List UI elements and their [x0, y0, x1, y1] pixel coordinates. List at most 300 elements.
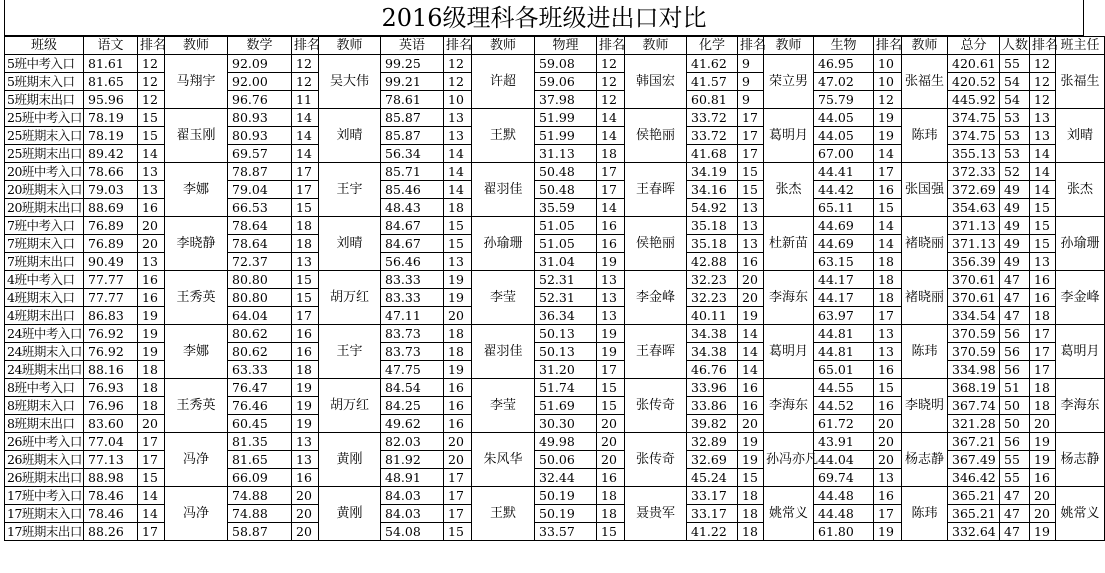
student-count-cell: 49 — [1000, 181, 1030, 199]
rank-cell: 14 — [138, 487, 165, 505]
rank-cell: 17 — [138, 523, 165, 541]
total-rank-cell: 16 — [1030, 271, 1056, 289]
score-cell: 48.43 — [381, 199, 444, 217]
rank-cell: 12 — [597, 73, 625, 91]
student-count-cell: 47 — [1000, 505, 1030, 523]
teacher-cell: 李晓明 — [902, 379, 948, 433]
rank-cell: 14 — [444, 163, 472, 181]
score-cell: 44.81 — [814, 343, 874, 361]
rank-cell: 15 — [292, 271, 319, 289]
score-cell: 74.88 — [228, 487, 292, 505]
rank-cell: 19 — [444, 361, 472, 379]
rank-cell: 15 — [874, 379, 902, 397]
teacher-cell: 李金峰 — [625, 271, 687, 325]
score-cell: 83.73 — [381, 343, 444, 361]
score-cell: 47.11 — [381, 307, 444, 325]
teacher-cell: 刘晴 — [319, 109, 381, 163]
score-cell: 50.13 — [535, 343, 597, 361]
teacher-cell: 翟羽佳 — [472, 325, 535, 379]
column-header: 教师 — [902, 37, 948, 55]
class-name-cell: 24班期末入口 — [5, 343, 84, 361]
teacher-cell: 李莹 — [472, 271, 535, 325]
student-count-cell: 56 — [1000, 343, 1030, 361]
score-cell: 84.67 — [381, 235, 444, 253]
score-cell: 44.69 — [814, 235, 874, 253]
rank-cell: 20 — [444, 433, 472, 451]
rank-cell: 12 — [874, 91, 902, 109]
total-rank-cell: 17 — [1030, 343, 1056, 361]
teacher-cell: 陈玮 — [902, 109, 948, 163]
teacher-cell: 李晓静 — [165, 217, 228, 271]
rank-cell: 13 — [874, 325, 902, 343]
rank-cell: 14 — [292, 109, 319, 127]
total-score-cell: 371.13 — [948, 235, 1000, 253]
rank-cell: 19 — [874, 127, 902, 145]
rank-cell: 16 — [738, 397, 764, 415]
rank-cell: 9 — [738, 91, 764, 109]
column-header: 排名 — [1030, 37, 1056, 55]
rank-cell: 12 — [138, 55, 165, 73]
rank-cell: 20 — [874, 433, 902, 451]
rank-cell: 13 — [292, 253, 319, 271]
total-score-cell: 365.21 — [948, 487, 1000, 505]
student-count-cell: 50 — [1000, 397, 1030, 415]
teacher-cell: 姚常义 — [764, 487, 814, 541]
score-cell: 60.45 — [228, 415, 292, 433]
rank-cell: 18 — [444, 199, 472, 217]
rank-cell: 19 — [138, 307, 165, 325]
score-cell: 46.76 — [687, 361, 738, 379]
score-cell: 51.69 — [535, 397, 597, 415]
score-cell: 78.46 — [84, 487, 138, 505]
rank-cell: 16 — [738, 379, 764, 397]
column-header: 排名 — [444, 37, 472, 55]
score-cell: 80.93 — [228, 109, 292, 127]
rank-cell: 18 — [292, 217, 319, 235]
score-cell: 69.57 — [228, 145, 292, 163]
rank-cell: 14 — [444, 145, 472, 163]
score-cell: 85.46 — [381, 181, 444, 199]
score-cell: 35.18 — [687, 217, 738, 235]
score-cell: 92.00 — [228, 73, 292, 91]
rank-cell: 14 — [738, 361, 764, 379]
teacher-cell: 翟玉刚 — [165, 109, 228, 163]
score-cell: 69.74 — [814, 469, 874, 487]
teacher-cell: 王秀英 — [165, 379, 228, 433]
score-cell: 31.04 — [535, 253, 597, 271]
rank-cell: 18 — [292, 235, 319, 253]
total-score-cell: 367.21 — [948, 433, 1000, 451]
rank-cell: 13 — [597, 271, 625, 289]
score-cell: 81.92 — [381, 451, 444, 469]
rank-cell: 13 — [444, 253, 472, 271]
total-score-cell: 372.69 — [948, 181, 1000, 199]
rank-cell: 14 — [738, 343, 764, 361]
rank-cell: 13 — [138, 181, 165, 199]
total-score-cell: 355.13 — [948, 145, 1000, 163]
rank-cell: 14 — [444, 181, 472, 199]
score-cell: 33.72 — [687, 109, 738, 127]
score-cell: 50.06 — [535, 451, 597, 469]
score-cell: 84.03 — [381, 487, 444, 505]
total-rank-cell: 14 — [1030, 163, 1056, 181]
score-cell: 44.52 — [814, 397, 874, 415]
head-teacher-cell: 孙瑜珊 — [1056, 217, 1105, 271]
score-cell: 33.86 — [687, 397, 738, 415]
rank-cell: 19 — [874, 523, 902, 541]
score-cell: 50.48 — [535, 163, 597, 181]
comparison-table — [4, 36, 1105, 541]
score-cell: 44.55 — [814, 379, 874, 397]
column-header: 教师 — [165, 37, 228, 55]
total-score-cell: 370.61 — [948, 289, 1000, 307]
rank-cell: 20 — [597, 433, 625, 451]
column-header: 生物 — [814, 37, 874, 55]
student-count-cell: 55 — [1000, 55, 1030, 73]
score-cell: 45.24 — [687, 469, 738, 487]
score-cell: 81.35 — [228, 433, 292, 451]
score-cell: 66.53 — [228, 199, 292, 217]
rank-cell: 18 — [138, 379, 165, 397]
score-cell: 41.22 — [687, 523, 738, 541]
total-rank-cell: 19 — [1030, 451, 1056, 469]
score-cell: 65.11 — [814, 199, 874, 217]
teacher-cell: 张福生 — [902, 55, 948, 109]
rank-cell: 15 — [444, 235, 472, 253]
spreadsheet — [4, 0, 1100, 541]
student-count-cell: 55 — [1000, 469, 1030, 487]
table-row — [5, 55, 1105, 73]
student-count-cell: 49 — [1000, 217, 1030, 235]
table-row — [5, 487, 1105, 505]
class-name-cell: 7班中考入口 — [5, 217, 84, 235]
table-row — [5, 217, 1105, 235]
rank-cell: 12 — [444, 73, 472, 91]
score-cell: 51.99 — [535, 127, 597, 145]
score-cell: 79.03 — [84, 181, 138, 199]
rank-cell: 19 — [738, 307, 764, 325]
score-cell: 32.23 — [687, 289, 738, 307]
total-score-cell: 354.63 — [948, 199, 1000, 217]
teacher-cell: 杨志静 — [902, 433, 948, 487]
student-count-cell: 56 — [1000, 433, 1030, 451]
score-cell: 49.62 — [381, 415, 444, 433]
score-cell: 51.05 — [535, 235, 597, 253]
score-cell: 85.87 — [381, 127, 444, 145]
score-cell: 44.04 — [814, 451, 874, 469]
student-count-cell: 47 — [1000, 271, 1030, 289]
score-cell: 83.73 — [381, 325, 444, 343]
rank-cell: 19 — [597, 343, 625, 361]
rank-cell: 20 — [138, 415, 165, 433]
rank-cell: 16 — [597, 235, 625, 253]
score-cell: 51.05 — [535, 217, 597, 235]
teacher-cell: 褚晓丽 — [902, 271, 948, 325]
teacher-cell: 李娜 — [165, 325, 228, 379]
rank-cell: 16 — [874, 487, 902, 505]
score-cell: 92.09 — [228, 55, 292, 73]
rank-cell: 14 — [292, 127, 319, 145]
score-cell: 42.88 — [687, 253, 738, 271]
rank-cell: 17 — [738, 109, 764, 127]
class-name-cell: 5班中考入口 — [5, 55, 84, 73]
score-cell: 39.82 — [687, 415, 738, 433]
rank-cell: 15 — [444, 523, 472, 541]
score-cell: 84.03 — [381, 505, 444, 523]
rank-cell: 13 — [738, 217, 764, 235]
rank-cell: 13 — [444, 109, 472, 127]
score-cell: 44.81 — [814, 325, 874, 343]
total-rank-cell: 17 — [1030, 325, 1056, 343]
column-header: 排名 — [138, 37, 165, 55]
total-score-cell: 371.13 — [948, 217, 1000, 235]
rank-cell: 14 — [874, 145, 902, 163]
head-teacher-cell: 杨志静 — [1056, 433, 1105, 487]
rank-cell: 14 — [292, 145, 319, 163]
score-cell: 60.81 — [687, 91, 738, 109]
class-name-cell: 20班中考入口 — [5, 163, 84, 181]
rank-cell: 14 — [138, 505, 165, 523]
rank-cell: 20 — [292, 505, 319, 523]
rank-cell: 12 — [444, 55, 472, 73]
rank-cell: 12 — [597, 91, 625, 109]
teacher-cell: 吴大伟 — [319, 55, 381, 109]
teacher-cell: 荣立男 — [764, 55, 814, 109]
rank-cell: 13 — [874, 469, 902, 487]
head-teacher-cell: 李金峰 — [1056, 271, 1105, 325]
rank-cell: 12 — [138, 91, 165, 109]
rank-cell: 11 — [292, 91, 319, 109]
score-cell: 58.87 — [228, 523, 292, 541]
score-cell: 88.16 — [84, 361, 138, 379]
score-cell: 99.25 — [381, 55, 444, 73]
teacher-cell: 李海东 — [764, 271, 814, 325]
teacher-cell: 马翔宇 — [165, 55, 228, 109]
score-cell: 51.74 — [535, 379, 597, 397]
class-name-cell: 4班期末入口 — [5, 289, 84, 307]
rank-cell: 12 — [292, 55, 319, 73]
rank-cell: 19 — [444, 271, 472, 289]
score-cell: 81.65 — [228, 451, 292, 469]
score-cell: 56.34 — [381, 145, 444, 163]
score-cell: 77.04 — [84, 433, 138, 451]
score-cell: 83.33 — [381, 271, 444, 289]
table-row — [5, 163, 1105, 181]
rank-cell: 14 — [874, 235, 902, 253]
head-teacher-cell: 葛明月 — [1056, 325, 1105, 379]
teacher-cell: 王宇 — [319, 163, 381, 217]
score-cell: 33.57 — [535, 523, 597, 541]
teacher-cell: 葛明月 — [764, 325, 814, 379]
rank-cell: 17 — [292, 307, 319, 325]
student-count-cell: 56 — [1000, 325, 1030, 343]
rank-cell: 17 — [738, 145, 764, 163]
score-cell: 63.97 — [814, 307, 874, 325]
rank-cell: 12 — [597, 55, 625, 73]
score-cell: 33.17 — [687, 505, 738, 523]
student-count-cell: 53 — [1000, 127, 1030, 145]
rank-cell: 16 — [138, 289, 165, 307]
column-header: 教师 — [319, 37, 381, 55]
score-cell: 35.59 — [535, 199, 597, 217]
score-cell: 76.92 — [84, 325, 138, 343]
rank-cell: 18 — [738, 505, 764, 523]
class-name-cell: 24班期末出口 — [5, 361, 84, 379]
rank-cell: 20 — [738, 271, 764, 289]
class-name-cell: 8班期末入口 — [5, 397, 84, 415]
score-cell: 34.16 — [687, 181, 738, 199]
rank-cell: 20 — [874, 415, 902, 433]
student-count-cell: 53 — [1000, 109, 1030, 127]
rank-cell: 18 — [292, 361, 319, 379]
column-header: 总分 — [948, 37, 1000, 55]
rank-cell: 19 — [292, 397, 319, 415]
score-cell: 90.49 — [84, 253, 138, 271]
student-count-cell: 56 — [1000, 361, 1030, 379]
rank-cell: 17 — [444, 469, 472, 487]
score-cell: 72.37 — [228, 253, 292, 271]
total-rank-cell: 20 — [1030, 487, 1056, 505]
class-name-cell: 7班期末出口 — [5, 253, 84, 271]
column-header: 排名 — [874, 37, 902, 55]
total-score-cell: 370.61 — [948, 271, 1000, 289]
class-name-cell: 24班中考入口 — [5, 325, 84, 343]
rank-cell: 19 — [292, 379, 319, 397]
sheet-title: 2016级理科各班级进出口对比 — [4, 0, 1084, 36]
rank-cell: 10 — [444, 91, 472, 109]
student-count-cell: 51 — [1000, 379, 1030, 397]
rank-cell: 17 — [138, 433, 165, 451]
student-count-cell: 47 — [1000, 487, 1030, 505]
class-name-cell: 26班中考入口 — [5, 433, 84, 451]
total-rank-cell: 18 — [1030, 397, 1056, 415]
score-cell: 78.19 — [84, 109, 138, 127]
rank-cell: 17 — [292, 181, 319, 199]
rank-cell: 13 — [292, 451, 319, 469]
score-cell: 32.89 — [687, 433, 738, 451]
rank-cell: 14 — [738, 325, 764, 343]
total-score-cell: 420.61 — [948, 55, 1000, 73]
score-cell: 50.19 — [535, 487, 597, 505]
total-score-cell: 334.98 — [948, 361, 1000, 379]
score-cell: 63.33 — [228, 361, 292, 379]
teacher-cell: 张传奇 — [625, 433, 687, 487]
teacher-cell: 翟羽佳 — [472, 163, 535, 217]
total-rank-cell: 14 — [1030, 181, 1056, 199]
score-cell: 76.89 — [84, 217, 138, 235]
rank-cell: 13 — [292, 433, 319, 451]
total-rank-cell: 12 — [1030, 55, 1056, 73]
total-score-cell: 334.54 — [948, 307, 1000, 325]
rank-cell: 17 — [738, 127, 764, 145]
rank-cell: 18 — [597, 505, 625, 523]
class-name-cell: 25班期末出口 — [5, 145, 84, 163]
table-row — [5, 379, 1105, 397]
score-cell: 34.19 — [687, 163, 738, 181]
teacher-cell: 陈玮 — [902, 487, 948, 541]
score-cell: 66.09 — [228, 469, 292, 487]
class-name-cell: 17班中考入口 — [5, 487, 84, 505]
column-header: 英语 — [381, 37, 444, 55]
rank-cell: 15 — [738, 181, 764, 199]
rank-cell: 14 — [597, 199, 625, 217]
teacher-cell: 褚晓丽 — [902, 217, 948, 271]
teacher-cell: 胡万红 — [319, 379, 381, 433]
total-rank-cell: 13 — [1030, 109, 1056, 127]
rank-cell: 16 — [138, 271, 165, 289]
rank-cell: 16 — [597, 217, 625, 235]
score-cell: 86.83 — [84, 307, 138, 325]
score-cell: 34.38 — [687, 343, 738, 361]
score-cell: 76.47 — [228, 379, 292, 397]
class-name-cell: 26班期末入口 — [5, 451, 84, 469]
score-cell: 33.72 — [687, 127, 738, 145]
rank-cell: 17 — [444, 505, 472, 523]
score-cell: 41.57 — [687, 73, 738, 91]
teacher-cell: 黄刚 — [319, 487, 381, 541]
total-rank-cell: 13 — [1030, 127, 1056, 145]
class-name-cell: 8班期末出口 — [5, 415, 84, 433]
total-score-cell: 332.64 — [948, 523, 1000, 541]
total-rank-cell: 20 — [1030, 415, 1056, 433]
score-cell: 80.80 — [228, 289, 292, 307]
teacher-cell: 张国强 — [902, 163, 948, 217]
rank-cell: 18 — [138, 361, 165, 379]
column-header: 教师 — [625, 37, 687, 55]
teacher-cell: 韩国宏 — [625, 55, 687, 109]
teacher-cell: 王秀英 — [165, 271, 228, 325]
total-score-cell: 356.39 — [948, 253, 1000, 271]
student-count-cell: 49 — [1000, 199, 1030, 217]
student-count-cell: 54 — [1000, 91, 1030, 109]
score-cell: 41.68 — [687, 145, 738, 163]
score-cell: 81.61 — [84, 55, 138, 73]
total-score-cell: 321.28 — [948, 415, 1000, 433]
column-header: 教师 — [472, 37, 535, 55]
score-cell: 47.02 — [814, 73, 874, 91]
column-header: 数学 — [228, 37, 292, 55]
rank-cell: 16 — [874, 181, 902, 199]
class-name-cell: 4班中考入口 — [5, 271, 84, 289]
score-cell: 76.89 — [84, 235, 138, 253]
rank-cell: 15 — [138, 469, 165, 487]
teacher-cell: 朱风华 — [472, 433, 535, 487]
score-cell: 50.48 — [535, 181, 597, 199]
rank-cell: 15 — [444, 217, 472, 235]
head-teacher-cell: 张杰 — [1056, 163, 1105, 217]
rank-cell: 13 — [874, 343, 902, 361]
rank-cell: 19 — [597, 325, 625, 343]
total-score-cell: 420.52 — [948, 73, 1000, 91]
total-rank-cell: 16 — [1030, 469, 1056, 487]
rank-cell: 16 — [444, 397, 472, 415]
rank-cell: 15 — [597, 397, 625, 415]
header-row — [5, 37, 1105, 55]
total-rank-cell: 19 — [1030, 433, 1056, 451]
column-header: 排名 — [292, 37, 319, 55]
score-cell: 77.13 — [84, 451, 138, 469]
class-name-cell: 26班期末出口 — [5, 469, 84, 487]
teacher-cell: 张杰 — [764, 163, 814, 217]
rank-cell: 19 — [444, 289, 472, 307]
total-score-cell: 367.49 — [948, 451, 1000, 469]
rank-cell: 15 — [292, 289, 319, 307]
score-cell: 51.99 — [535, 109, 597, 127]
rank-cell: 13 — [738, 199, 764, 217]
class-name-cell: 5班期末出口 — [5, 91, 84, 109]
score-cell: 76.93 — [84, 379, 138, 397]
class-name-cell: 7班期末入口 — [5, 235, 84, 253]
